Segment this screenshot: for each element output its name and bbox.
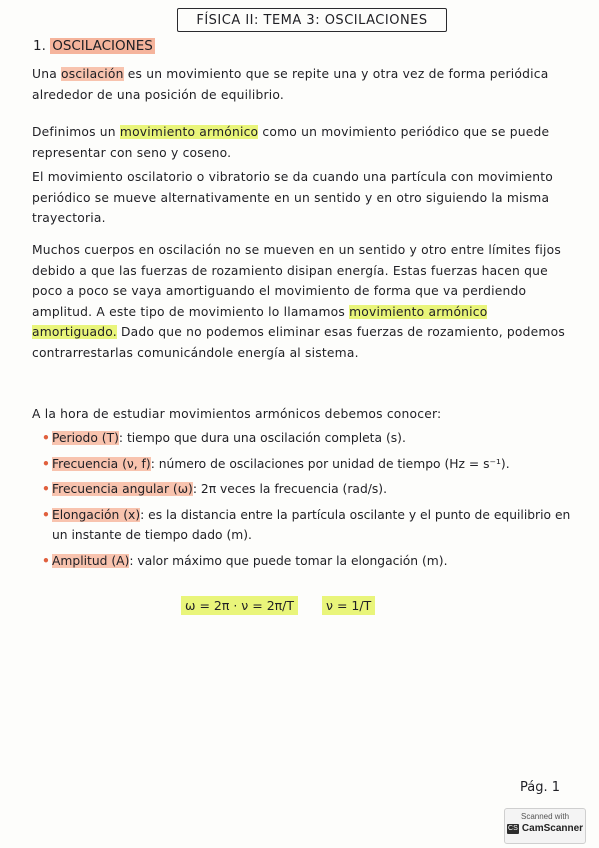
paragraph-movimiento-armonico (32, 122, 567, 163)
desc-frecuencia: : número de oscilaciones por unidad de tiempo (Hz = s⁻¹). (150, 456, 510, 471)
term-amplitud: Amplitud (A) (52, 553, 130, 568)
list-item (42, 428, 572, 449)
p4-a: Muchos cuerpos en oscilación no se mueven en un sentido y otro entre límites fijos debido a que las fuerzas de rozamiento disipan energía. Estas fuerzas hacen que poco a poco se vaya amortiguando el movimiento de forma que va perdiendo amplitud. A este tipo de movimiento lo llamamos (32, 243, 561, 319)
p2-post: como un movimiento periódico que se puede representar con seno y coseno. (32, 125, 550, 160)
term-movimiento-armonico: movimiento armónico (119, 125, 259, 139)
desc-frecuencia-angular: : 2π veces la frecuencia (rad/s). (192, 482, 388, 496)
camscanner-logo-icon: CS (508, 825, 518, 832)
formula-frequency: ν = 1/T (322, 596, 375, 615)
watermark-brand (505, 823, 585, 834)
bullet-icon: • (42, 456, 50, 471)
desc-elongacion: : es la distancia entre la partícula oscilante y el punto de equilibrio en un instante de tiempo dado (m). (52, 507, 571, 542)
p2-pre: Definimos un (32, 125, 120, 139)
list-item (42, 479, 572, 500)
watermark-caption: Scanned with (520, 812, 570, 821)
desc-amplitud: : valor máximo que puede tomar la elongación (m). (129, 553, 448, 568)
formula-angular-frequency: ω = 2π · ν = 2π/T (181, 596, 298, 615)
formula-row (181, 596, 375, 615)
p1-pre: Una (32, 67, 62, 81)
paragraph-movimiento-oscilatorio: El movimiento oscilatorio o vibratorio se da cuando una partícula con movimiento periódico se mueve alternativamente en un sentido y en otro siguiendo la misma trayectoria. (32, 170, 553, 225)
section-number: 1. (33, 38, 46, 54)
p4-b: Dado que no podemos eliminar esas fuerzas de rozamiento, podemos contrarrestarlas comunicándole energía al sistema. (32, 325, 565, 360)
bullet-icon: • (42, 553, 50, 568)
p1-post: es un movimiento que se repite una y otra vez de forma periódica alrededor de una posición de equilibrio. (32, 67, 549, 102)
term-oscilacion: oscilación (61, 67, 124, 81)
term-amortiguado: movimiento armónico amortiguado. (32, 304, 488, 339)
bullet-icon: • (42, 507, 50, 522)
list-item (42, 505, 572, 546)
desc-periodo: : tiempo que dura una oscilación completa (s). (118, 431, 406, 445)
term-frecuencia-angular: Frecuencia angular (ω) (52, 482, 193, 496)
term-periodo: Periodo (T) (52, 431, 119, 445)
bullet-icon: • (42, 482, 50, 496)
page-number: Pág. 1 (520, 780, 561, 795)
paragraph-intro-list: A la hora de estudiar movimientos armónicos debemos conocer: (32, 407, 442, 421)
term-frecuencia: Frecuencia (ν, f) (52, 456, 151, 471)
definitions-list (42, 428, 572, 576)
list-item (42, 454, 572, 475)
bullet-icon: • (42, 431, 50, 445)
list-item (42, 551, 572, 572)
paragraph-oscilacion (32, 64, 567, 105)
section-title-text: OSCILACIONES (52, 38, 153, 54)
watermark-name: CamScanner (521, 823, 584, 834)
section-heading (33, 38, 155, 54)
term-elongacion: Elongación (x) (52, 507, 141, 522)
camscanner-watermark (504, 808, 586, 844)
page-title: FÍSICA II: TEMA 3: OSCILACIONES (177, 8, 447, 32)
paragraph-amortiguado (32, 240, 567, 363)
